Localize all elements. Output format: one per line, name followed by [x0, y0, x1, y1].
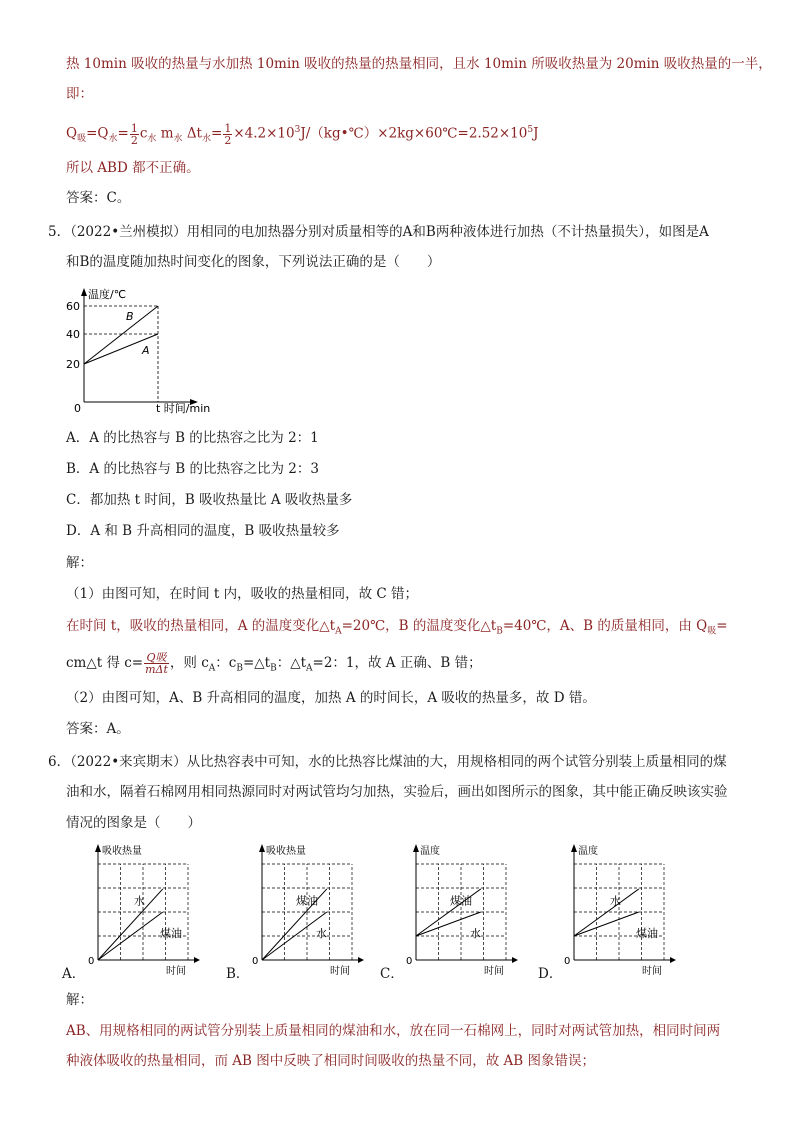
series-line-lower [574, 912, 639, 936]
y-axis-label: 吸收热量 [102, 846, 142, 857]
series-label-lower: 煤油 [160, 926, 182, 940]
x-arrow [670, 957, 676, 963]
solution-label: 解： [66, 555, 93, 571]
option-label: C． [380, 966, 404, 982]
solution-line: AB、用规格相同的两试管分别装上质量相同的煤油和水，放在同一石棉网上，同时对两试管加热，相同时间两 [66, 1023, 721, 1039]
solution-line: 种液体吸收的热量相同，而 AB 图中反映了相同时间吸收的热量不同，故 AB 图象错误； [66, 1053, 596, 1069]
y-arrow [81, 288, 87, 296]
series-label-lower: 水 [316, 926, 327, 940]
question-5-stem: 5．（2022•兰州模拟）用相同的电加热器分别对质量相等的A和B两种液体进行加热（不计热量损失），如图是A [48, 224, 709, 240]
series-label-lower: 水 [470, 926, 481, 940]
series-line-upper [98, 889, 163, 960]
option-b[interactable]: B．A 的比热容与 B 的比热容之比为 2：3 [66, 461, 319, 477]
x-axis-label: t 时间/min [156, 402, 211, 415]
option-d[interactable]: D．A 和 B 升高相同的温度，B 吸收热量较多 [66, 523, 340, 539]
series-label-upper: 煤油 [450, 894, 472, 908]
option-c[interactable]: C．都加热 t 时间，B 吸收热量比 A 吸收热量多 [66, 492, 353, 508]
x-axis-label: 时间 [642, 966, 662, 977]
question-6-stem: 油和水，隔着石棉网用相同热源同时对两试管均匀加热，实验后，画出如图所示的图象，其中能正确反映该实验 [66, 784, 728, 800]
series-label-upper: 水 [134, 894, 145, 908]
y-arrow [413, 844, 419, 852]
y-axis-label: 温度 [578, 846, 598, 857]
series-label-upper: 水 [610, 894, 621, 908]
graph-svg [246, 842, 376, 977]
option-label: D． [538, 966, 563, 982]
ytick-20: 20 [66, 358, 80, 371]
series-label-upper: 煤油 [296, 894, 318, 908]
text-line: 热 10min 吸收的热量与水加热 10min 吸收的热量的热量相同，且水 10min 所吸收热量为 20min 吸收热量的一半， [66, 56, 772, 72]
graph-svg [558, 842, 688, 977]
solution-line: 在时间 t，吸收的热量相同，A 的温度变化$\triangle t_A=20℃$，B 的温度变化$\triangle t_B=40℃$，A、B 的质量相同，由 $Q_吸=$ [66, 618, 728, 637]
label-B: B [126, 310, 134, 323]
x-axis-label: 时间 [166, 966, 186, 977]
ytick-60: 60 [66, 300, 80, 313]
formula-line: $Q_吸=Q_水=$ $\frac{1}{2}$ $c_水$ $m_水$ $\Delta t_水=$ $\frac{1}{2}$ $\times 4.2\times 10^3J/(kg•℃)\times 2kg\times 60℃=2.52\times 10^5J$ [66, 121, 539, 147]
option-a[interactable]: A．A 的比热容与 B 的比热容之比为 2：1 [66, 430, 319, 446]
y-axis-label: 温度 [420, 846, 440, 857]
solution-label: 解： [66, 992, 93, 1008]
solution-line: （2）由图可知，A、B 升高相同的温度，加热 A 的时间长，A 吸收的热量多，故 D 错。 [66, 690, 596, 706]
answer-line: 答案：C。 [66, 190, 131, 206]
origin-label: 0 [88, 956, 95, 967]
x-arrow [512, 957, 518, 963]
origin-label: 0 [564, 956, 571, 967]
option-label: A． [62, 966, 86, 982]
y-arrow [571, 844, 577, 852]
solution-line: （1）由图可知，在时间 t 内，吸收的热量相同，故 C 错； [66, 586, 419, 602]
origin-label: 0 [406, 956, 413, 967]
y-arrow [95, 844, 101, 852]
text-line: 所以 ABD 都不正确。 [66, 160, 200, 176]
ytick-40: 40 [66, 328, 80, 341]
answer-line: 答案：A。 [66, 721, 130, 737]
label-A: A [142, 344, 150, 357]
x-arrow [358, 957, 364, 963]
origin-label: 0 [252, 956, 259, 967]
question-6-stem: 6．（2022•来宾期末）从比热容表中可知，水的比热容比煤油的大，用规格相同的两个试管分别装上质量相同的煤 [48, 754, 727, 770]
series-label-lower: 煤油 [636, 926, 658, 940]
graph-svg [82, 842, 212, 977]
y-arrow [259, 844, 265, 852]
y-axis-label: 吸收热量 [266, 846, 306, 857]
series-line-upper [574, 889, 639, 936]
text-line: 即： [66, 86, 93, 102]
x-axis-label: 时间 [484, 966, 504, 977]
question-5-stem: 和B的温度随加热时间变化的图象，下列说法正确的是（ ） [66, 254, 441, 270]
y-axis-label: 温度/℃ [88, 288, 127, 301]
question-5-graph [62, 284, 232, 419]
question-6-stem: 情况的图象是（ ） [66, 815, 201, 831]
x-arrow [194, 957, 200, 963]
graph-svg [400, 842, 530, 977]
x-axis-label: 时间 [330, 966, 350, 977]
solution-line: cm△t 得 c= $\frac{\text{Q吸}}{\text{mΔt}}$ ，则 $c_A$：$c_B=\triangle t_B$：$\triangle t_A=2$：1，故 A 正确、B 错； [66, 651, 482, 676]
origin-label: 0 [74, 402, 81, 415]
option-label: B． [226, 966, 250, 982]
